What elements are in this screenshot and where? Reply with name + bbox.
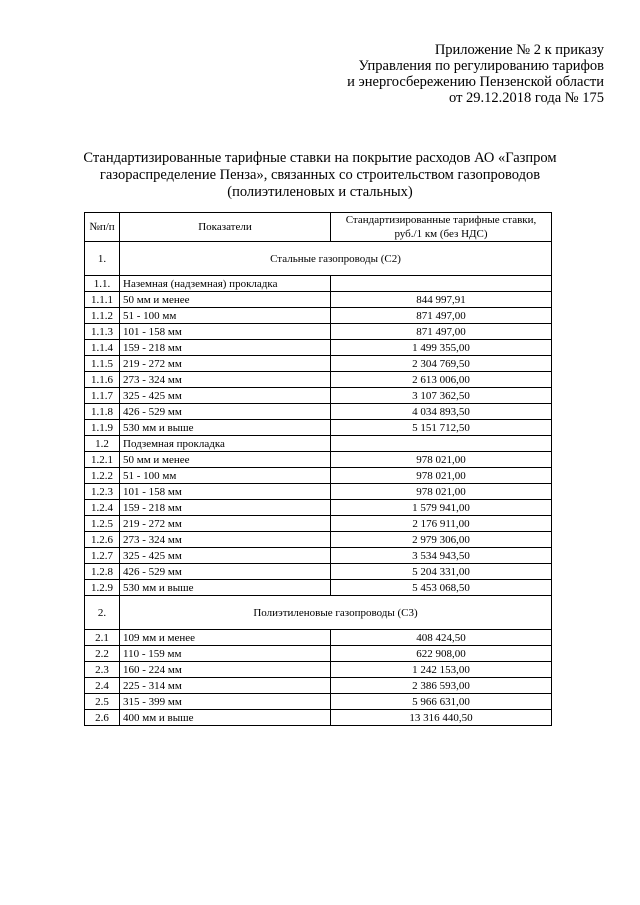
- column-header-rate: [331, 213, 552, 242]
- table-row: [85, 452, 552, 468]
- subsection-row-overground: [85, 276, 552, 292]
- row-indicator: 325 - 425 мм: [120, 388, 331, 404]
- subsection-row-underground: [85, 436, 552, 452]
- tariff-table: [84, 212, 552, 726]
- title-line: (полиэтиленовых и стальных): [227, 184, 413, 200]
- row-number: 1.1.9: [85, 420, 120, 436]
- title-line: Стандартизированные тарифные ставки на покрытие расходов АО «Газпром: [83, 150, 557, 166]
- row-number: 2.6: [85, 710, 120, 726]
- row-number: 2.4: [85, 678, 120, 694]
- subsection-label: Наземная (надземная) прокладка: [120, 276, 331, 292]
- row-rate-value: 5 966 631,00: [331, 694, 552, 710]
- row-indicator: 159 - 218 мм: [120, 500, 331, 516]
- subsection-label: Подземная прокладка: [120, 436, 331, 452]
- row-rate-value: 5 151 712,50: [331, 420, 552, 436]
- row-rate-value: 3 107 362,50: [331, 388, 552, 404]
- row-indicator: 160 - 224 мм: [120, 662, 331, 678]
- row-indicator: 101 - 158 мм: [120, 324, 331, 340]
- row-rate-value: 13 316 440,50: [331, 710, 552, 726]
- table-row: [85, 500, 552, 516]
- row-indicator: 219 - 272 мм: [120, 356, 331, 372]
- row-indicator: 159 - 218 мм: [120, 340, 331, 356]
- row-rate-value: 844 997,91: [331, 292, 552, 308]
- row-number: 1.2.4: [85, 500, 120, 516]
- row-number: 1.2.7: [85, 548, 120, 564]
- table-row: [85, 484, 552, 500]
- row-indicator: 530 мм и выше: [120, 420, 331, 436]
- table-row: [85, 580, 552, 596]
- table-row: [85, 532, 552, 548]
- table-header-row: [85, 213, 552, 242]
- column-header-number: №п/п: [85, 213, 120, 242]
- row-indicator: 219 - 272 мм: [120, 516, 331, 532]
- row-indicator: 101 - 158 мм: [120, 484, 331, 500]
- rate-header-line-2: руб./1 км (без НДС): [394, 228, 488, 240]
- table-row: [85, 308, 552, 324]
- row-rate-value: 2 386 593,00: [331, 678, 552, 694]
- section-row-steel: [85, 242, 552, 276]
- table-row: [85, 356, 552, 372]
- row-number: 1.1.4: [85, 340, 120, 356]
- row-indicator: 273 - 324 мм: [120, 532, 331, 548]
- row-rate-value: 978 021,00: [331, 484, 552, 500]
- row-indicator: 110 - 159 мм: [120, 646, 331, 662]
- table-row: [85, 678, 552, 694]
- row-indicator: 426 - 529 мм: [120, 564, 331, 580]
- row-indicator: 51 - 100 мм: [120, 468, 331, 484]
- row-number: 1.2.6: [85, 532, 120, 548]
- row-rate-value: 978 021,00: [331, 468, 552, 484]
- row-number: 1.1.1: [85, 292, 120, 308]
- header-line: Приложение № 2 к приказу: [434, 42, 604, 58]
- row-indicator: 400 мм и выше: [120, 710, 331, 726]
- row-rate-value: 5 453 068,50: [331, 580, 552, 596]
- empty-cell: [331, 276, 552, 292]
- row-rate-value: 2 176 911,00: [331, 516, 552, 532]
- table-row: [85, 564, 552, 580]
- row-number: 1.2.5: [85, 516, 120, 532]
- table-row: [85, 404, 552, 420]
- section-label: Полиэтиленовые газопроводы (С3): [120, 596, 552, 630]
- row-number: 1.2.1: [85, 452, 120, 468]
- row-rate-value: 3 534 943,50: [331, 548, 552, 564]
- row-rate-value: 2 304 769,50: [331, 356, 552, 372]
- table-row: [85, 630, 552, 646]
- row-rate-value: 2 613 006,00: [331, 372, 552, 388]
- row-number: 1.2.3: [85, 484, 120, 500]
- order-header: [347, 42, 604, 106]
- table-row: [85, 388, 552, 404]
- row-rate-value: 871 497,00: [331, 324, 552, 340]
- title-line: газораспределение Пенза», связанных со строительством газопроводов: [99, 167, 541, 183]
- row-rate-value: 871 497,00: [331, 308, 552, 324]
- row-rate-value: 978 021,00: [331, 452, 552, 468]
- document-title: [60, 150, 580, 201]
- row-number: 2.5: [85, 694, 120, 710]
- row-indicator: 530 мм и выше: [120, 580, 331, 596]
- row-indicator: 273 - 324 мм: [120, 372, 331, 388]
- row-rate-value: 2 979 306,00: [331, 532, 552, 548]
- rate-header-line-1: Стандартизированные тарифные ставки,: [345, 214, 537, 226]
- table-row: [85, 548, 552, 564]
- row-number: 1.2.9: [85, 580, 120, 596]
- header-line: и энергосбережению Пензенской области: [347, 74, 604, 90]
- row-number: 1.1.8: [85, 404, 120, 420]
- row-rate-value: 1 242 153,00: [331, 662, 552, 678]
- empty-cell: [331, 436, 552, 452]
- row-number: 1.1.7: [85, 388, 120, 404]
- row-number: 1.1.3: [85, 324, 120, 340]
- row-number: 2.1: [85, 630, 120, 646]
- row-indicator: 51 - 100 мм: [120, 308, 331, 324]
- row-number: 1.1.2: [85, 308, 120, 324]
- section-number: 1.: [85, 242, 120, 276]
- row-number: 1.1.6: [85, 372, 120, 388]
- table-row: [85, 340, 552, 356]
- table-row: [85, 324, 552, 340]
- section-label: Стальные газопроводы (С2): [120, 242, 552, 276]
- row-indicator: 50 мм и менее: [120, 292, 331, 308]
- table-row: [85, 468, 552, 484]
- row-number: 1.2.8: [85, 564, 120, 580]
- table-row: [85, 662, 552, 678]
- row-number: 2.3: [85, 662, 120, 678]
- subsection-number: 1.1.: [85, 276, 120, 292]
- header-line: Управления по регулированию тарифов: [358, 58, 604, 74]
- section-row-polyethylene: [85, 596, 552, 630]
- row-indicator: 50 мм и менее: [120, 452, 331, 468]
- table-row: [85, 372, 552, 388]
- table-row: [85, 420, 552, 436]
- row-rate-value: 1 579 941,00: [331, 500, 552, 516]
- row-rate-value: 408 424,50: [331, 630, 552, 646]
- row-indicator: 225 - 314 мм: [120, 678, 331, 694]
- table-row: [85, 516, 552, 532]
- row-indicator: 426 - 529 мм: [120, 404, 331, 420]
- row-indicator: 315 - 399 мм: [120, 694, 331, 710]
- row-number: 1.2.2: [85, 468, 120, 484]
- row-indicator: 325 - 425 мм: [120, 548, 331, 564]
- column-header-indicator: Показатели: [120, 213, 331, 242]
- table-row: [85, 694, 552, 710]
- header-line: от 29.12.2018 года № 175: [449, 90, 604, 106]
- row-indicator: 109 мм и менее: [120, 630, 331, 646]
- table-row: [85, 292, 552, 308]
- table-row: [85, 710, 552, 726]
- row-rate-value: 1 499 355,00: [331, 340, 552, 356]
- row-rate-value: 4 034 893,50: [331, 404, 552, 420]
- subsection-number: 1.2: [85, 436, 120, 452]
- row-number: 2.2: [85, 646, 120, 662]
- row-rate-value: 5 204 331,00: [331, 564, 552, 580]
- table-row: [85, 646, 552, 662]
- section-number: 2.: [85, 596, 120, 630]
- row-number: 1.1.5: [85, 356, 120, 372]
- row-rate-value: 622 908,00: [331, 646, 552, 662]
